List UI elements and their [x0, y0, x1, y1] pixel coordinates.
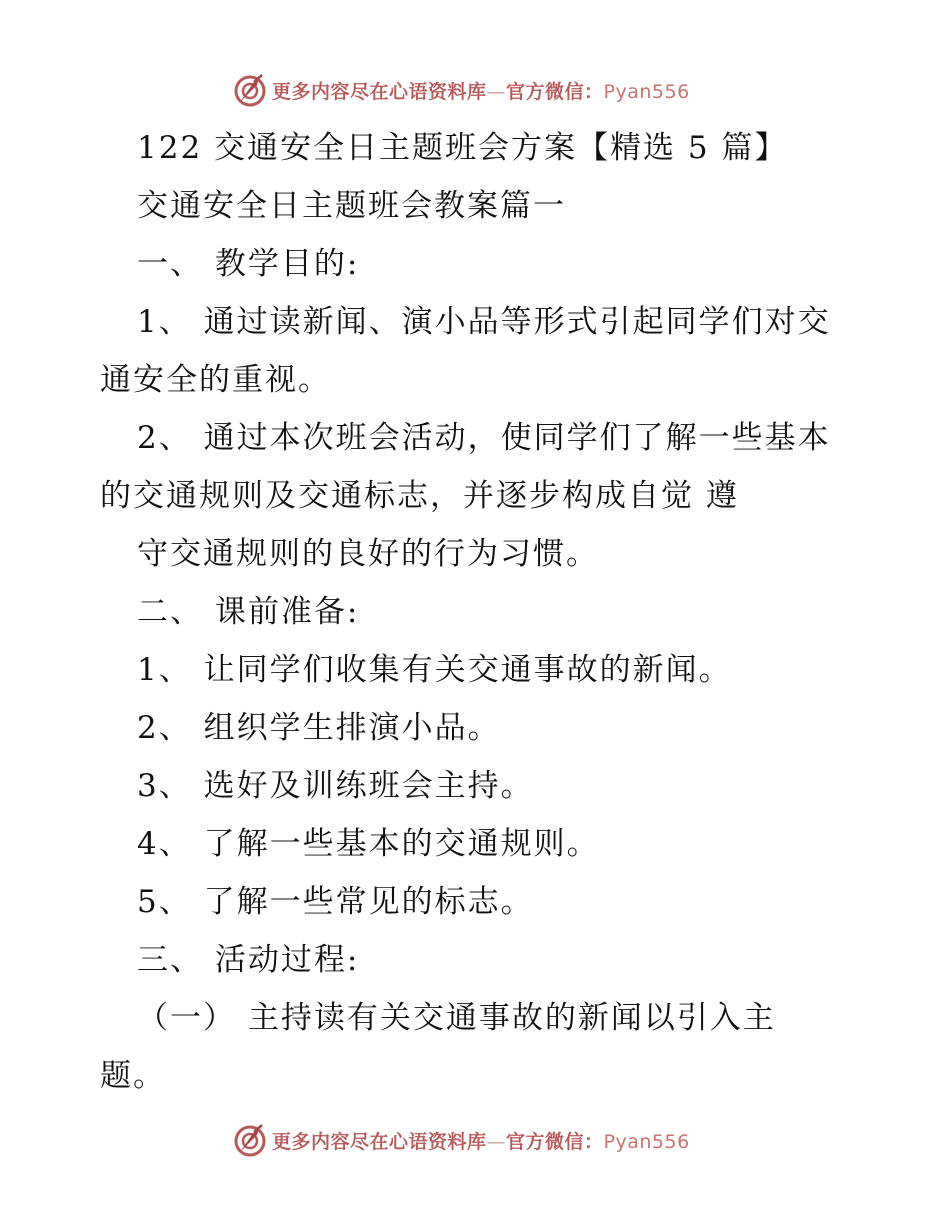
paragraph-line: 1、 通过读新闻、演小品等形式引起同学们对交	[137, 304, 831, 340]
logo-icon	[232, 1122, 268, 1158]
heading-preparation: 二、 课前准备:	[137, 594, 360, 630]
watermark-id: Pyan556	[603, 1130, 690, 1153]
paragraph-line: 题。	[100, 1058, 166, 1094]
watermark-main: 更多内容尽在心语资料库	[272, 1130, 487, 1153]
watermark-footer	[232, 1120, 690, 1160]
heading-activity-process: 三、 活动过程:	[137, 942, 360, 978]
paragraph-line: （一） 主持读有关交通事故的新闻以引入主	[137, 1000, 776, 1036]
watermark-main: 更多内容尽在心语资料库	[272, 80, 487, 103]
paragraph-line: 2、 通过本次班会活动，使同学们了解一些基本	[137, 420, 831, 456]
list-item: 2、 组织学生排演小品。	[137, 710, 501, 746]
watermark-label: 官方微信：	[506, 80, 604, 103]
watermark-label: 官方微信：	[506, 1130, 604, 1153]
paragraph-line: 守交通规则的良好的行为习惯。	[137, 536, 599, 572]
watermark-separator: —	[486, 1130, 507, 1153]
watermark-id: Pyan556	[603, 80, 690, 103]
section-heading: 交通安全日主题班会教案篇一	[137, 188, 566, 224]
heading-teaching-goals: 一、 教学目的:	[137, 246, 360, 282]
paragraph-line: 的交通规则及交通标志，并逐步构成自觉 遵	[100, 478, 739, 514]
list-item: 4、 了解一些基本的交通规则。	[137, 826, 600, 862]
watermark-text	[272, 1127, 690, 1154]
paragraph-line: 通安全的重视。	[100, 362, 331, 398]
list-item: 1、 让同学们收集有关交通事故的新闻。	[137, 652, 732, 688]
list-item: 5、 了解一些常见的标志。	[137, 884, 534, 920]
watermark-separator: —	[486, 80, 507, 103]
document-title: 122 交通安全日主题班会方案【精选 5 篇】	[137, 130, 788, 166]
list-item: 3、 选好及训练班会主持。	[137, 768, 534, 804]
